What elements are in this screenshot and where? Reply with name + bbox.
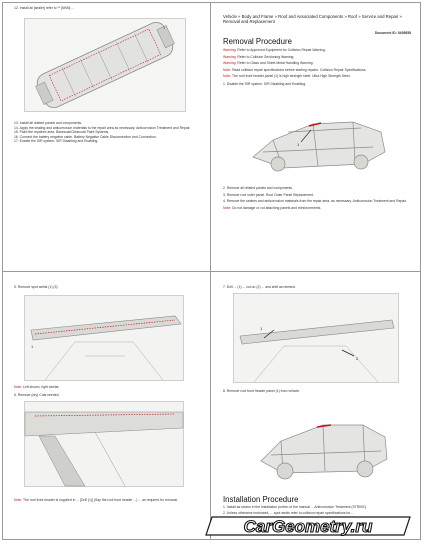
svg-text:1: 1 bbox=[297, 142, 300, 147]
warning-item: Warning: Refer to Glass and Sheet Metal Handling Warning. bbox=[223, 61, 314, 66]
watermark-text: CarGeometry.ru bbox=[243, 517, 373, 536]
roof-header-front-image bbox=[24, 295, 184, 381]
svg-text:2: 2 bbox=[356, 356, 359, 361]
warnings-list bbox=[223, 48, 413, 87]
page1-step: 13. Install all related panels and components. bbox=[14, 121, 83, 125]
svg-text:1: 1 bbox=[31, 344, 34, 349]
roof-header-cut-image bbox=[233, 293, 399, 383]
page1-step: 17. Enable the SIR system. SIR Disabling and Enabling. bbox=[14, 139, 99, 144]
page-2 bbox=[213, 4, 419, 269]
note-item: Note: Read collision repair specifications before starting repairs. Collision Repair Specifications. bbox=[223, 67, 367, 72]
body-side-view-image bbox=[253, 401, 393, 489]
breadcrumb: Vehicle » Body and Frame » Roof and Associated Components » Roof » Service and Repair » Removal and Replacement bbox=[223, 14, 402, 25]
document-id: Document ID: 5495658 bbox=[374, 31, 411, 35]
page4-install-step: 2. Unless otherwise instructed, ... spot welds refer to collision repair specifications for ... bbox=[223, 511, 355, 515]
note-item: Note: The roof front header panel (1) is high strength steel. Ultra High Strength Steel. bbox=[223, 74, 351, 79]
section-title-installation: Installation Procedure bbox=[223, 495, 299, 504]
page3-step6: 6. Remove (dry) Cuts needed. bbox=[14, 393, 60, 397]
roof-top-view-image bbox=[24, 18, 186, 112]
warning-item: Warning: Refer to Collision Sectioning Warning. bbox=[223, 54, 295, 59]
page1-top-note: 12. Install all [sealer] refer to ** [NNN] ... bbox=[14, 6, 75, 10]
page2-step: 4. Remove the sealers and anticorrosion materials from the repair area, as necessary. Anticorrosion Treatment and Repair. bbox=[223, 199, 407, 204]
pillar-closeup-image bbox=[24, 401, 184, 487]
page-3 bbox=[4, 273, 208, 538]
svg-text:1: 1 bbox=[163, 25, 166, 30]
body-in-white-image bbox=[243, 102, 393, 180]
page4-step7: 7. Drill ... (1) ... cut on (2) ... and shift as needed. bbox=[223, 285, 296, 289]
page1-step: 16. Connect the battery negative cable. Battery Negative Cable Disconnection and Connection. bbox=[14, 134, 157, 139]
page2-step: 3. Remove roof outer panel. Roof Outer Panel Replacement. bbox=[223, 192, 315, 197]
page-divider-horizontal bbox=[2, 271, 421, 272]
page-4 bbox=[213, 273, 419, 511]
page3-bottom-note: Note: The roof front header is supplied in ... [Drill (1)] (Say the roof front header ...) ... as required for removal. bbox=[14, 498, 178, 502]
page1-step: 14. Apply the sealing and anticorrosion materials to the repair area as necessary. Anticorrosion Treatment and Repair. bbox=[14, 125, 191, 130]
page3-note: Note: Left shown, right similar. bbox=[14, 385, 60, 389]
page1-step: 15. Paint the repaired area. Basecoat/Clearcoat Paint Systems. bbox=[14, 130, 110, 135]
cargeometry-logo bbox=[204, 513, 416, 539]
page3-step: 5. Remove spot welds (1) (3) bbox=[14, 285, 58, 289]
page2-steps bbox=[223, 186, 413, 210]
section-title-removal: Removal Procedure bbox=[223, 37, 292, 46]
page4-step8: 8. Remove roof front header panel (1) from vehicle. bbox=[223, 389, 300, 393]
step-disable-sir: 1. Disable the SIR system. SIR Disabling and Enabling. bbox=[223, 81, 307, 86]
page2-step: 2. Remove all related panels and components. bbox=[223, 186, 293, 190]
page-1 bbox=[4, 4, 208, 269]
svg-text:1: 1 bbox=[260, 326, 263, 331]
page2-note: Note: Do not damage or cut attaching panels and reinforcements. bbox=[223, 205, 322, 210]
page1-steps bbox=[14, 121, 204, 144]
page4-install-step: 1. Install as shown in the installation portion of the manual ... Anticorrosion Treatment (STRIKE). bbox=[223, 505, 367, 509]
warning-item: Warning: Refer to Approved Equipment for Collision Repair Warning. bbox=[223, 48, 326, 52]
